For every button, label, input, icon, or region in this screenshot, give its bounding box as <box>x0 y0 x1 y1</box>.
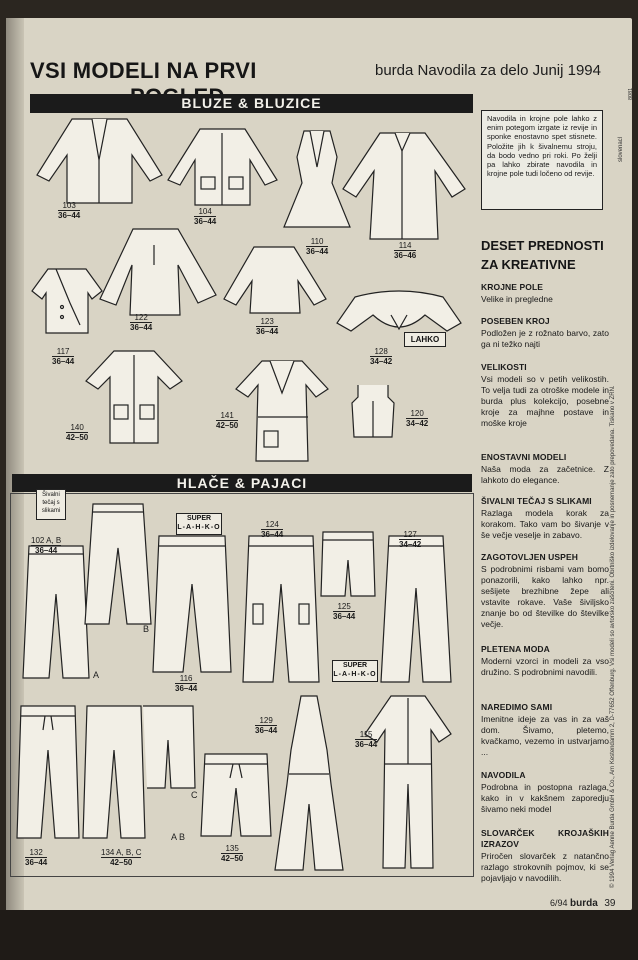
trousers-section <box>10 493 474 877</box>
advantage-item: ZAGOTOVLJEN USPEH S podrobnimi risbami vam bomo ponazorili, kako lahko npr. sešijete brezhibne žepe ali vstavite rokave. Vaše šiviljsko znanje bo od številke do številke večje. <box>481 552 609 629</box>
model-label-117: 117 36–44 <box>52 347 75 366</box>
page-footer <box>550 898 615 909</box>
advantage-item: POSEBEN KROJ Podložen je z rožnato barvo, zato ga ni težko najti <box>481 316 609 349</box>
lahko-tag: LAHKO <box>404 332 446 347</box>
model-label-141: 141 42–50 <box>216 411 239 430</box>
jumpsuit-drawing <box>273 694 345 872</box>
model-label-125: 125 36–44 <box>333 602 356 621</box>
sivalni-tecaj-tag: Šivalni tečaj s slikami <box>36 489 66 520</box>
advantage-item: VELIKOSTI Vsi modeli so v petih velikostih. To velja tudi za otroške modele in burda plus kolekcijo, posebne kroje za majhne postave in moške kroje <box>481 362 609 428</box>
copyright-notice: © 1994 Verlag Aenne Burda GmbH & Co., Am Kestendamm 2, D-77652 Offenburg. Vsi modeli so avtorsko zaščiteni. Obrtniško izdelovanje in posnemanje zato prepovedana. Tiskano v ZRN. <box>610 385 616 888</box>
advantage-item: NAVODILA Podrobna in postopna razlaga, kako in v kakšnem zaporedju šivamo neki model <box>481 770 609 814</box>
model-label-103: 103 36–44 <box>58 201 81 220</box>
advantage-item: ŠIVALNI TEČAJ S SLIKAMI Razlaga modela korak za korakom. Tako vam bo šivanje v še večje veselje in zabavo. <box>481 496 609 540</box>
side-page-code: 8081 <box>628 87 634 100</box>
blouse-drawing <box>234 357 330 463</box>
super-lahko-tag: SUPER L-A-H-K-O <box>176 513 222 535</box>
issue-number: 6/94 <box>550 898 568 908</box>
variant-letter-a: A <box>93 670 100 680</box>
blouses-section <box>30 115 475 467</box>
model-label-123: 123 36–44 <box>256 317 279 336</box>
trousers-drawing <box>241 534 321 684</box>
blouse-drawing <box>84 347 184 445</box>
blouse-drawing <box>32 115 167 203</box>
shorts-drawing <box>319 530 377 600</box>
brand-logo: burda <box>570 898 598 909</box>
publication-info: burda Navodila za delo Junij 1994 <box>375 62 601 79</box>
model-label-120: 120 34–42 <box>406 409 429 428</box>
page-number: 39 <box>604 898 616 909</box>
model-label-102: 102 A, B 36–44 <box>31 536 62 555</box>
model-label-116: 116 36–44 <box>175 674 198 693</box>
instructions-note: Navodila in krojne pole lahko z enim potegom izrgate iz revije in sponke enostavno spet stisnete. Položite jih k šivalnemu stroju, da bodo vedno pri roki. Po želji pa lahko zbirate navodila in krojne pole tudi ločeno od revije. <box>481 110 603 210</box>
model-label-128: 128 34–42 <box>370 347 393 366</box>
trousers-drawing <box>81 704 197 840</box>
advantage-item: NAREDIMO SAMI Imenitne ideje za vas in za vaš dom. Šivamo, pletemo, kvačkamo, vezemo in ustvarjamo ... <box>481 702 609 757</box>
model-label-124: 124 36–44 <box>261 520 284 539</box>
model-label-127: 127 34–42 <box>399 530 422 549</box>
trousers-drawing <box>21 544 91 680</box>
blouse-drawing <box>340 129 468 241</box>
trousers-drawing <box>379 534 453 684</box>
model-label-115: 115 36–44 <box>355 730 378 749</box>
section-header-bluze: BLUZE & BLUZICE <box>30 94 473 113</box>
variant-letters-ab: A B <box>171 832 186 842</box>
model-label-114: 114 36–46 <box>394 241 417 260</box>
model-label-110: 110 36–44 <box>306 237 329 256</box>
blouse-drawing <box>165 125 280 205</box>
model-label-104: 104 36–44 <box>194 207 217 226</box>
shorts-drawing <box>199 752 273 838</box>
model-label-122: 122 36–44 <box>130 313 153 332</box>
blouse-drawing <box>30 265 104 335</box>
model-label-134: 134 A, B, C 42–50 <box>101 848 142 867</box>
blouse-drawing <box>98 225 218 317</box>
model-label-135: 135 42–50 <box>221 844 244 863</box>
title-line-1: VSI MODELI NA PRVI <box>30 58 257 83</box>
variant-letter-c: C <box>191 790 198 800</box>
variant-letter-b: B <box>143 624 150 634</box>
sidebar-title: DESET PREDNOSTI ZA KREATIVNE <box>481 238 604 272</box>
side-photo-credit: slovenacl <box>618 136 624 162</box>
jumpsuit-drawing <box>363 694 453 870</box>
trousers-drawing <box>83 502 153 626</box>
advantage-item: PLETENA MODA Moderni vzorci in modeli za vso družino. S podrobnimi navodili. <box>481 644 609 677</box>
model-label-129: 129 36–44 <box>255 716 278 735</box>
advantage-item: ENOSTAVNI MODELI Naša moda za začetnice. Z lahkoto do elegance. <box>481 452 609 485</box>
model-label-132: 132 36–44 <box>25 848 48 867</box>
blouse-drawing <box>348 383 398 439</box>
super-lahko-tag: SUPER L-A-H-K-O <box>332 660 378 682</box>
section-header-hlace: HLAČE & PAJACI <box>12 474 472 492</box>
trousers-drawing <box>151 534 233 674</box>
background-table <box>0 910 638 960</box>
trousers-drawing <box>15 704 81 840</box>
model-label-140: 140 42–50 <box>66 423 89 442</box>
advantage-item: KROJNE POLE Velike in pregledne <box>481 282 553 304</box>
advantage-item: SLOVARČEK KROJAŠKIH IZRAZOV Priročen slovarček z natančno razlago strokovnih pojmov, ki se pojavljajo v navodilih. <box>481 828 609 883</box>
